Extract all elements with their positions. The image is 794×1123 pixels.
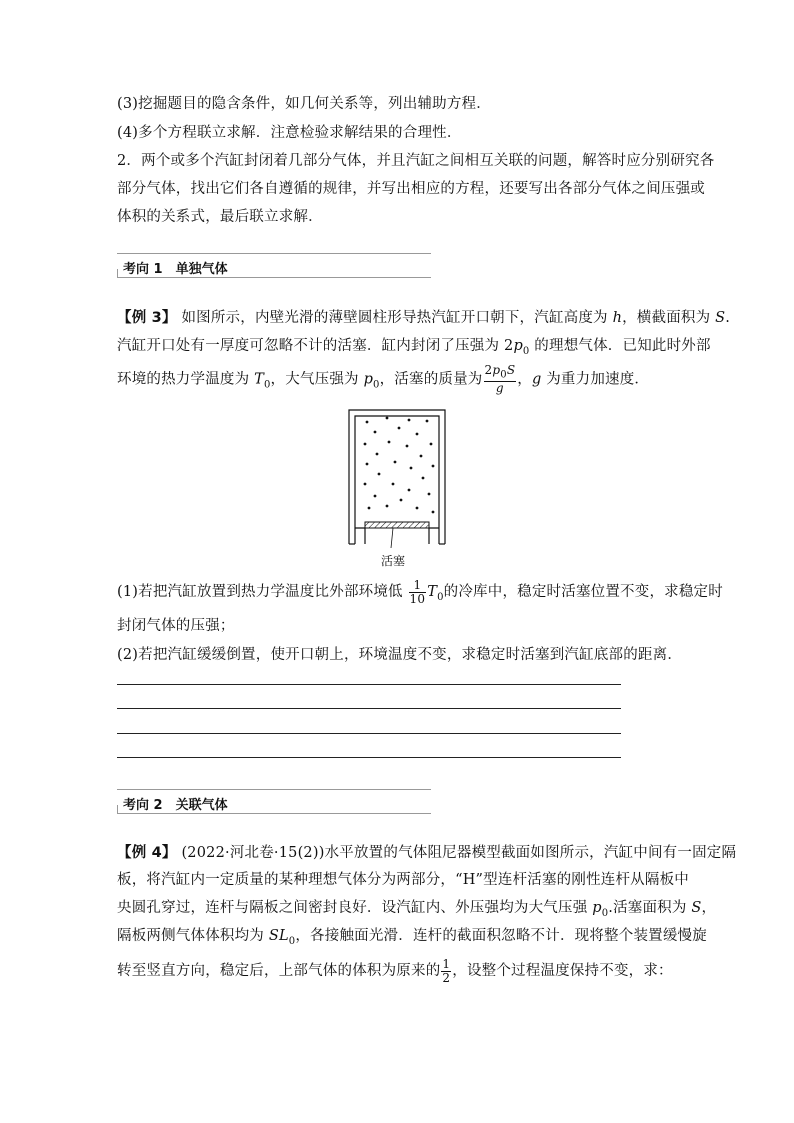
section-rule-bottom: [117, 813, 431, 814]
frac-num: 2: [484, 363, 493, 377]
answer-blank-4[interactable]: [117, 757, 621, 758]
section-tick: [117, 269, 118, 277]
para-line-1: (3)挖掘题目的隐含条件，如几何关系等，列出辅助方程．: [117, 96, 491, 112]
ex4-line-1: [117, 843, 736, 863]
frac-den: 2: [442, 970, 451, 985]
answer-blank-3[interactable]: [117, 733, 621, 734]
var-S: S: [715, 310, 726, 326]
ex4-text: ，各接触面光滑．连杆的截面积忽略不计．现将整个装置缓慢旋: [295, 928, 707, 944]
var-S: S: [506, 363, 516, 377]
stop-left: [355, 528, 365, 544]
piston: [365, 522, 429, 528]
ex4-line-3: [117, 898, 716, 924]
ex3-text: ，活塞的质量为: [379, 371, 483, 388]
var-p: p: [592, 900, 602, 916]
section-rule-bottom: [117, 277, 431, 278]
ex4-text: 隔板两侧气体体积均为: [117, 928, 269, 944]
sub-0: 0: [500, 369, 507, 381]
ex3-q1-line-1: [117, 577, 723, 613]
ex3-text: 环境的热力学温度为: [117, 371, 255, 388]
ex4-line-2: 板，将汽缸内一定质量的某种理想气体分为两部分，“H”型连杆活塞的刚性连杆从隔板中: [117, 872, 689, 888]
ex4-text: (2022·河北卷·15(2))水平放置的气体阻尼器模型截面如图所示，汽缸中间有一固定隔: [181, 845, 737, 861]
para-line-3: 2．两个或多个汽缸封闭着几部分气体，并且汽缸之间相互关联的问题，解答时应分别研究各: [117, 153, 715, 169]
ex3-text: (1)若把汽缸放置到热力学温度比外部环境低: [117, 584, 408, 600]
answer-blank-1[interactable]: [117, 684, 621, 685]
section-tick: [117, 805, 118, 813]
answer-blank-2[interactable]: [117, 708, 621, 709]
frac-num: 1: [409, 579, 427, 593]
sub-0: 0: [288, 935, 296, 947]
ex3-text: ，: [517, 371, 532, 388]
ex3-text: 如图所示，内壁光滑的薄壁圆柱形导热汽缸开口朝下，汽缸高度为: [181, 310, 613, 326]
ex3-text: 为重力加速度．: [541, 371, 650, 388]
para-line-4: 部分气体，找出它们各自遵循的规律，并写出相应的方程，还要写出各部分气体之间压强或: [117, 181, 705, 197]
ex4-text: .活塞面积为: [608, 900, 692, 916]
var-g: g: [531, 371, 542, 388]
section-label: 考向 1 单独气体: [123, 262, 228, 277]
sub-0: 0: [601, 907, 609, 919]
sub-0: 0: [437, 591, 444, 603]
frac-den: 10: [409, 591, 426, 606]
var-p: p: [363, 371, 374, 388]
sub-0: 0: [522, 345, 530, 357]
mass-fraction: [484, 364, 517, 395]
stop-right: [429, 528, 439, 544]
tenth-fraction: [409, 579, 427, 606]
ex3-text: 的理想气体．已知此时外部: [529, 338, 711, 354]
section-rule-top: [117, 789, 431, 790]
para-line-2: (4)多个方程联立求解．注意检验求解结果的合理性．: [117, 125, 462, 141]
ex4-text: 央圆孔穿过，连杆与隔板之间密封良好．设汽缸内、外压强均为大气压强: [117, 900, 593, 916]
var-p: p: [492, 363, 501, 377]
var-T: T: [254, 371, 264, 388]
var-S: S: [691, 900, 702, 916]
section-header-1: [117, 257, 431, 279]
ex3-line-1: [117, 308, 730, 328]
ex3-text: ，横截面积为: [622, 310, 716, 326]
half-fraction: [441, 958, 451, 985]
ex3-text: .: [725, 310, 731, 326]
section-rule-top: [117, 253, 431, 254]
section-header-2: [117, 793, 431, 815]
ex3-text: 的冷库中，稳定时活塞位置不变，求稳定时: [443, 584, 723, 600]
ex3-q2-line: (2)若把汽缸缓缓倒置，使开口朝上，环境温度不变，求稳定时活塞到汽缸底部的距离．: [117, 647, 683, 663]
para-line-5: 体积的关系式，最后联立求解．: [117, 209, 323, 225]
label-leader: [391, 528, 393, 548]
gas-molecules: [364, 417, 435, 514]
frac-num: 1: [442, 956, 451, 971]
sub-0: 0: [373, 379, 380, 391]
ex4-text: 转至竖直方向，稳定后，上部气体的体积为原来的: [117, 963, 441, 979]
ex4-line-5: [117, 956, 673, 986]
ex4-line-4: [117, 926, 707, 952]
ex3-text: 汽缸开口处有一厚度可忽略不计的活塞．缸内封闭了压强为 2: [117, 338, 514, 354]
var-SL: SL: [268, 928, 289, 944]
ex3-tag: 【例 3】: [117, 310, 177, 326]
ex3-text: ，大气压强为: [270, 371, 364, 388]
ex3-q1-line-2: 封闭气体的压强；: [117, 618, 235, 634]
var-p: p: [513, 338, 523, 354]
ex3-line-3: [117, 364, 649, 401]
sub-0: 0: [263, 379, 271, 391]
var-T: T: [427, 584, 438, 600]
frac-den: g: [495, 381, 504, 396]
ex3-line-2: [117, 336, 711, 362]
ex4-text: ，: [701, 900, 717, 916]
var-h: h: [612, 310, 623, 326]
section-label: 考向 2 关联气体: [123, 798, 228, 813]
ex4-tag: 【例 4】: [117, 845, 177, 861]
ex4-text: ，设整个过程温度保持不变，求：: [452, 963, 673, 979]
piston-label: 活塞: [381, 554, 406, 568]
cylinder-figure: [347, 408, 447, 570]
